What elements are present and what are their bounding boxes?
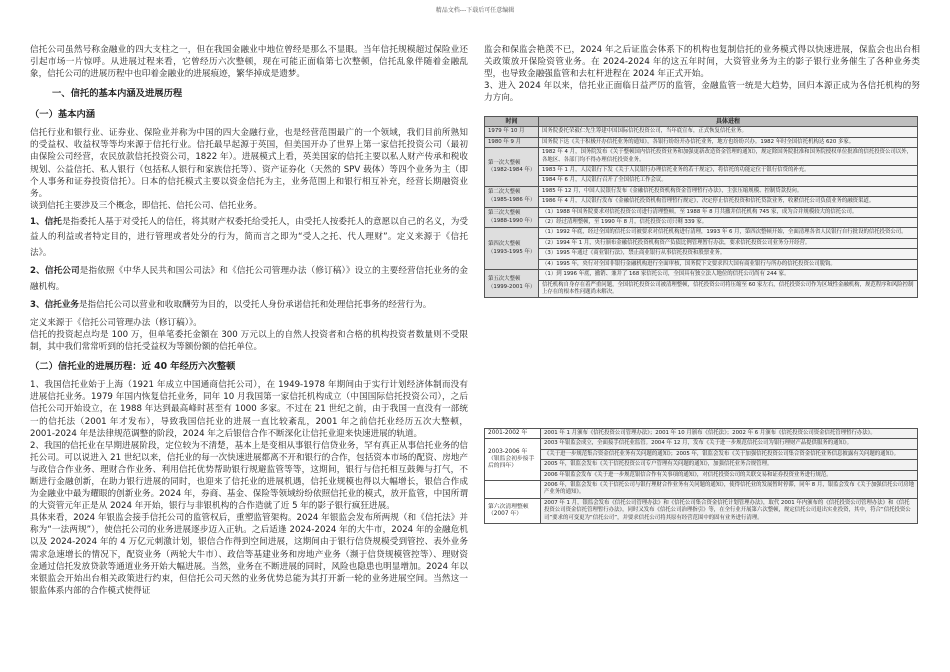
period-cell bbox=[485, 481, 541, 499]
process-cell: 国务院委托荣毅仁先生筹建中国国际信托投资公司，当年底宣布，正式恢复信托业务。 bbox=[539, 127, 918, 137]
table-row bbox=[485, 186, 918, 196]
period-cell: 第四次大整顿（1993-1995 年） bbox=[485, 228, 539, 270]
table-header-period: 时间 bbox=[485, 117, 539, 127]
table-row bbox=[485, 228, 918, 238]
definition-text: 是指委托人基于对受托人的信任，将其财产权委托给受托人，由受托人按委托人的意愿以自己的名义，为受益人的利益或者特定目的，进行管理或者处分的行为，简而言之即为“受人之托、代人理财”。定义来源于《信托法》。 bbox=[30, 216, 468, 258]
period-cell: 第二次大整顿（1985-1986 年） bbox=[485, 186, 539, 207]
process-cell: （4）1995 年，央行对全国非银行金融机构进行全面审核，国务院下文要求四大国有商业银行与所办的信托投资公司脱钩。 bbox=[539, 259, 918, 269]
table-row bbox=[485, 166, 918, 176]
process-cell: （1）1988 年国务院要求对信托投资公司进行清理整顿，至 1988 年 8 月共撤并信托机构 745 家，成为合并规模较大的信托公司。 bbox=[539, 207, 918, 217]
definition-trust-company bbox=[30, 264, 468, 295]
table-row bbox=[485, 470, 918, 480]
right-column bbox=[484, 44, 920, 104]
definition-text: 是指信托公司以营业和收取酬劳为目的，以受托人身份承诺信托和处理信托事务的经营行为。 bbox=[78, 300, 432, 311]
table-row bbox=[485, 429, 918, 439]
process-cell: 《关于进一步规范集合资金信托业务有关问题的通知》；2005 年，银监会发布《关于加强信托投资公司集合资金信托业务信息披露有关问题的通知》。 bbox=[541, 449, 918, 459]
period-cell: 第五次大整顿（1999-2001 年） bbox=[485, 270, 539, 298]
table-row bbox=[485, 439, 918, 449]
definition-source: 定义来源于《信托公司管理办法（修订稿）》。 bbox=[30, 317, 202, 328]
intro-paragraph: 信托公司虽然号称金融业的四大支柱之一，但在我国金融业中地位曾经是那么不显眼。当年信托规模超过保险业还引起市场一片惊呼。从进展过程来看，它曾经历六次整顿，现在可能正面临第七次整顿，信托乱象伴随着金融乱象，信托公司的进展历程中也印着金融业的进展痕迹，繁华掉成是遗梦。 bbox=[30, 45, 468, 80]
history-table-1 bbox=[484, 116, 918, 298]
process-cell: 2006 年，银监会发布《关于信托公司与银行理财合作业务有关问题的通知》，使得信托业的发展暂时停滞，同年 8 月，银监会发布《关于加强信托公司房地产业务的通知》。 bbox=[541, 481, 918, 499]
definition-text: 是指依照《中华人民共和国公司法》和《信托公司管理办法（修订稿）》设立的主要经营信托业务的金融机构。 bbox=[30, 266, 469, 292]
period-cell: 2003-2006 年（银监会初步接手后的四年） bbox=[485, 439, 541, 481]
process-cell: 2005 年，银监会发布《关于信托投资公司专户管理有关问题的通知》，加强信托业务合规管理。 bbox=[541, 460, 918, 470]
left-column bbox=[30, 44, 468, 597]
basic-paragraph-2: 谈到信托主要涉及三个概念，即信托、信托公司、信托业务。 bbox=[30, 200, 263, 211]
history-table-2 bbox=[484, 428, 918, 524]
table-row bbox=[485, 148, 918, 166]
process-cell: 信托机构自身存在着严重问题，全国信托投资公司被清理整顿，信托投资公司将压缩至 60 家左右，信托投资公司作为区域性金融机构，规范程序和风险控制上存在的根本性问题尚未解决。 bbox=[539, 280, 918, 298]
period-cell: 第三次大整顿（1988-1990 年） bbox=[485, 207, 539, 228]
definition-term: 2、信托公司 bbox=[30, 266, 80, 277]
table-row bbox=[485, 259, 918, 269]
history-paragraph-1: 1、我国信托业始于上海（1921 年成立中国通商信托公司），在 1949-1978 年期间由于实行计划经济体制而没有进展信托业务。1979 年国内恢复信托业务，同年 10 月我国第一家信托机构成立（中国国际信托投资公司），之后信托公司开始设立，在 1988 年达到最高峰时甚至有 1000 多家。不过在 21 世纪之前，由于我国一直没有一部统一的信托法（2001 年才发布），导致我国信托业的进展一直比较紊乱，2001 年之前信托业经历五次大整顿，2001-2024 年是法律规范调整的阶段，2024 年之后银信合作不断深化让信托业迎来快速进展的轨道。 bbox=[30, 380, 468, 439]
table-row bbox=[485, 137, 918, 147]
process-cell: 2006 年银监会发布《关于进一步规范银信合作有关事项的通知》，对信托投资公司的关联交易和证券投资业务进行规范。 bbox=[541, 470, 918, 480]
table-row bbox=[485, 249, 918, 259]
subsection-history-title: （二）信托业的进展历程：近 40 年经历六次整顿 bbox=[30, 361, 236, 373]
process-cell: 1986 年 4 月，人民银行发布《金融信托投资机构管理暂行规定》，决定停止信托投资和信托贷款业务，收紧信托公司负债业务的融资渠道。 bbox=[539, 197, 918, 207]
period-cell: 第六次清理整顿（2007 年） bbox=[485, 498, 541, 523]
definition-term: 3、信托业务 bbox=[30, 300, 79, 311]
process-cell: 2001 年 1 月颁布《信托投资公司管理办法》；2001 年 10 月颁布《信托法》；2002 年 6 月颁布《信托投资公司资金信托管理暂行办法》。 bbox=[541, 429, 918, 439]
period-cell: 1979 年 10 月 bbox=[485, 127, 539, 137]
process-cell: 国务院下达《关于积极开办信托业务的通知》，各银行纷纷开办信托业务，地方也纷纷兴办。1982 年时全国信托机构达 620 多家。 bbox=[539, 137, 918, 147]
page-header: 精品文档---下载后可任意编辑 bbox=[435, 7, 515, 14]
period-cell: 1980 年 9 月 bbox=[485, 137, 539, 147]
process-cell: （2）经过清理整顿，至 1990 年 8 月，信托投资公司只剩 339 家。 bbox=[539, 218, 918, 228]
table-row bbox=[485, 481, 918, 499]
process-cell: （1）到 1996 年底，撤销、兼并了 168 家信托公司，全国具有独立法人地位的信托公司尚有 244 家。 bbox=[539, 270, 918, 280]
table-row bbox=[485, 449, 918, 459]
history-paragraph-2: 2、我国的信托业在早期进展阶段，定位较为不清楚，基本上是变相从事银行信贷业务，罕有真正从事信托业务的信托公司。可以说进入 21 世纪以来，信托业的每一次快速进展都离不开和银行的合作，包括资本市场的配资、房地产与政信合作业务、理财合作业务、利用信托优势帮助银行规避监管等等，这期间，银行与信托相互鼓舞与打气，不断进行金融创新，在助力银行进展的同时，也迎来了信托业的进展机遇，信托业规模也得以大幅增长，银信合作成为金融业中最为耀眼的创新业务。2024 年，券商、基金、保险等领域纷纷依照信托业的模式，放开监管，中国所谓的大资管元年正是从 2024 年开始，银行与非银机构的合作造就了近 5 年的影子银行疯狂进展。 bbox=[30, 440, 468, 512]
period-cell: 第一次大整顿（1982-1984 年） bbox=[485, 148, 539, 187]
process-cell: （1）1992 年底，经过全国的信托公司被要求对信托机构进行清理，1993 年 6 月，第四次整顿开始，全面清理各省人民银行自行批设的信托投资公司。 bbox=[539, 228, 918, 238]
section-title: 一、信托的基本内涵及进展历程 bbox=[52, 88, 183, 100]
table-row bbox=[485, 176, 918, 186]
table-row bbox=[485, 197, 918, 207]
process-cell: 1983 年 1 月，人民银行下发《关于人民银行办理信托业务的若干规定》，将信托的功能定位于银行信贷的补充。 bbox=[539, 166, 918, 176]
definition-trust-business bbox=[30, 298, 468, 314]
definition-term: 1、信托 bbox=[30, 216, 62, 227]
basic-paragraph-1: 信托行业和银行业、证券业、保险业并称为中国的四大金融行业，也是经营范围最广的一个领域，我们目前所熟知的受益权、收益权等等均来源于信托行业。信托最早起源于英国，但美国开办了世界上第一家信托投资公司（最初由保险公司经营，农民放款信托投资公司，1822 年）。进展模式上看，英美国家的信托主要以私人财产传承和税收规划、公益信托、私人银行（包括私人银行和家族信托等）、资产证券化（天然的 SPV 载体）等四个业务为主（即个人事务和证券投资信托）。日本的信托模式主要以资金信托为主，业务范围上和银行相互补充，经营长期融资业务。 bbox=[30, 128, 468, 199]
right-paragraph-1: 监会和保监会艳羡不已，2024 年之后证监会体系下的机构也复制信托的业务模式得以快速进展，保监会也出台相关政策放开保险资管业务。在 2024-2024 年的这五年时间，大资管业务为主的影子银行业务催生了各种业务类型，也导致金融强监管和去杠杆进程在 2024 年正式开始。 bbox=[484, 45, 920, 80]
table-row bbox=[485, 270, 918, 280]
right-paragraph-2: 3、进入 2024 年以来，信托业正面临日益严厉的监管，金融监管一统是大趋势，回归本源正成为各信托机构的努力方向。 bbox=[484, 81, 920, 104]
table-row bbox=[485, 280, 918, 298]
process-cell: （2）1994 年 1 月，央行颁布金融信托投资机构资产负债比例管理暂行办法，要求信托投资公司业务分开经营。 bbox=[539, 238, 918, 248]
definition-note: 信托的投资起点均是 100 万，但单笔委托金额在 300 万元以上的自然人投资者和合格的机构投资者数量则不受限制，其中我们常常听到的信托受益权为等额份额的信托单位。 bbox=[30, 330, 468, 353]
table-row bbox=[485, 238, 918, 248]
process-cell: （3）1995 年通过《商业银行法》，禁止商业银行从事信托投资和股票业务。 bbox=[539, 249, 918, 259]
subsection-basic-title: （一）基本内涵 bbox=[30, 109, 96, 121]
history-paragraph-3: 具体来看，2024 年银监会接手信托公司的监管权后，重塑监管架构。2024 年银监会发布所两规（和《信托法》并称为“一法两规”），使信托公司的业务进展逐步迈入正轨。之后适逢 2024-2024 年的大牛市，2024 年的金融危机以及 2024-2024 年的 4 万亿元刺激计划，银信合作得到空间进展，这期间由于银行信贷规模受到管控、表外业务需求急速增长的情况下，配资业务（两轮大牛市）、政信等基建业务和房地产业务（濒于信贷规模管控等）、理财资金通过信托发放贷款等通道业务开始大幅进展。当然，业务在不断进展的同时，风险也隐患也明显增加。2024 年以来银监会开始出台相关政策进行约束，但信托公司天然的业务优势总能为其打开新一轮的业务进展空间。当然这一银监体系内部的合作模式使得证 bbox=[30, 513, 468, 596]
table-header-process: 具体进程 bbox=[539, 117, 918, 127]
process-cell: 1982 年 4 月，国务院发布《关于整顿国内信托投资业务和加强更新改造资金管理的通知》，规定除国务院批准和国务院授权单位批准的信托投资公司以外，各地区、各部门均不得办理信托投资业务。 bbox=[539, 148, 918, 166]
process-cell: 2007 年 1 月，银监会发布《信托公司管理办法》和《信托公司集合资金信托计划管理办法》，取代 2001 年内颁布的《信托投资公司管理办法》和《信托投资公司资金信托管理暂行办法》，同时又发布《信托公司治理指引》等，在全行业开展第六次整顿，规定信托公司退出实业投资，其中，符合“信托投资公司”要求的可变更为“信托公司”，并要求信托公司将其原有经营范围中的固有业务进行清理。 bbox=[541, 498, 918, 523]
table-row bbox=[485, 498, 918, 523]
period-cell: 2001-2002 年 bbox=[485, 429, 541, 439]
process-cell: 1985 年 12 月，中国人民银行发布《金融信托投资机构资金管理暂行办法》，主张压缩规模、控制贷款投向。 bbox=[539, 186, 918, 196]
process-cell: 2003 年银监会成立，全面接手信托业监管。2004 年 12 月，发布《关于进一步规范信托公司为银行理财产品提供服务的通知》。 bbox=[541, 439, 918, 449]
table-row bbox=[485, 460, 918, 470]
table-row bbox=[485, 207, 918, 217]
process-cell: 1984 年 6 月，人民银行召开了全国信托工作会议。 bbox=[539, 176, 918, 186]
table-header-row bbox=[485, 117, 918, 127]
table-row bbox=[485, 127, 918, 137]
table-row bbox=[485, 218, 918, 228]
definition-trust bbox=[30, 215, 468, 262]
